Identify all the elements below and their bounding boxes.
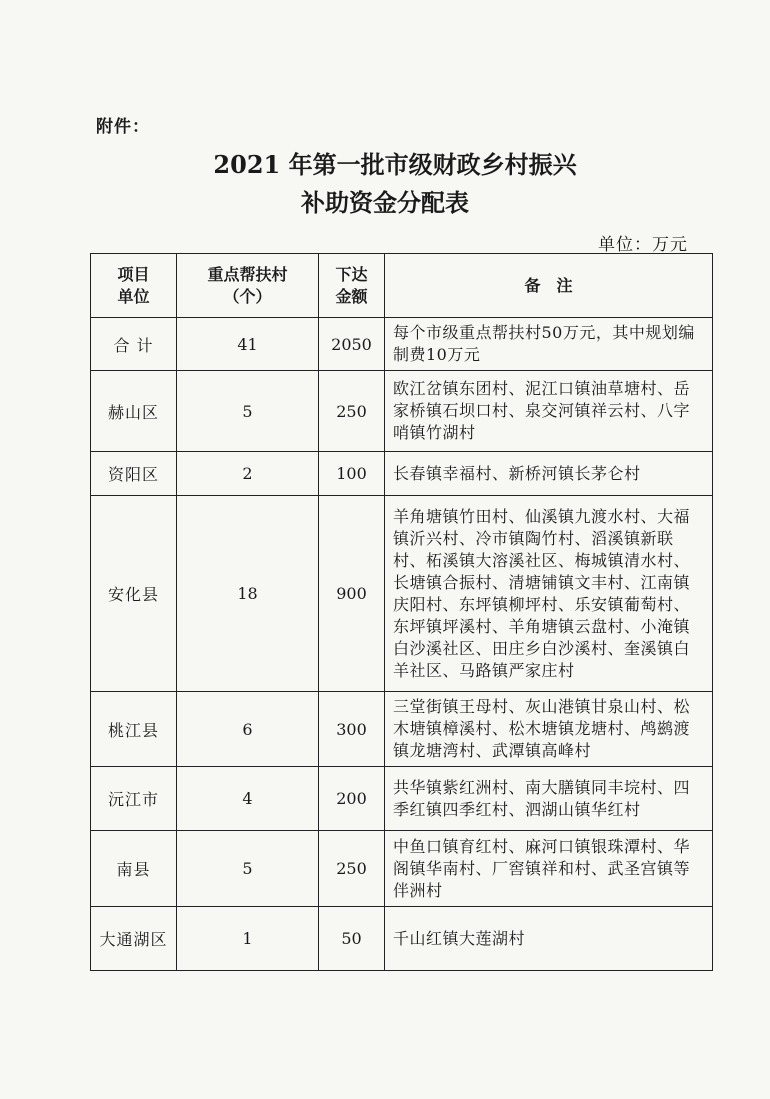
row-unit: 安化县 (91, 496, 177, 692)
row-villages: 5 (177, 831, 319, 907)
attachment-label: 附件： (96, 117, 150, 137)
row-note: 每个市级重点帮扶村50万元，其中规划编制费10万元 (385, 318, 713, 371)
table-row (91, 318, 713, 371)
row-villages: 5 (177, 371, 319, 452)
table-row (91, 907, 713, 971)
row-amount: 900 (319, 496, 385, 692)
header-unit: 项目 单位 (91, 254, 177, 318)
row-villages: 1 (177, 907, 319, 971)
row-amount: 250 (319, 371, 385, 452)
row-unit: 资阳区 (91, 452, 177, 496)
row-villages: 6 (177, 692, 319, 767)
row-villages: 4 (177, 767, 319, 831)
row-unit: 合 计 (91, 318, 177, 371)
row-amount: 200 (319, 767, 385, 831)
row-note: 千山红镇大莲湖村 (385, 907, 713, 971)
row-note: 羊角塘镇竹田村、仙溪镇九渡水村、大福镇沂兴村、冷市镇陶竹村、滔溪镇新联村、柘溪镇大溶溪社区、梅城镇清水村、长塘镇合振村、清塘铺镇文丰村、江南镇庆阳村、东坪镇柳坪村、乐安镇葡萄村、东坪镇坪溪村、羊角塘镇云盘村、小淹镇白沙溪社区、田庄乡白沙溪村、奎溪镇白羊社区、马路镇严家庄村 (385, 496, 713, 692)
row-villages: 2 (177, 452, 319, 496)
row-villages: 41 (177, 318, 319, 371)
row-note: 三堂街镇王母村、灰山港镇甘泉山村、松木塘镇樟溪村、松木塘镇龙塘村、鸬鹚渡镇龙塘湾村、武潭镇高峰村 (385, 692, 713, 767)
table-row (91, 767, 713, 831)
title-line-2: 补助资金分配表 (301, 188, 469, 217)
row-amount: 2050 (319, 318, 385, 371)
row-amount: 300 (319, 692, 385, 767)
unit-label: 单位：万元 (598, 235, 688, 255)
row-unit: 南县 (91, 831, 177, 907)
table-header-row (91, 254, 713, 318)
header-villages: 重点帮扶村 （个） (177, 254, 319, 318)
row-note: 共华镇紫红洲村、南大膳镇同丰垸村、四季红镇四季红村、泗湖山镇华红村 (385, 767, 713, 831)
row-note: 欧江岔镇东团村、泥江口镇油草塘村、岳家桥镇石坝口村、泉交河镇祥云村、八字哨镇竹湖村 (385, 371, 713, 452)
table-row (91, 496, 713, 692)
row-note: 长春镇幸福村、新桥河镇长茅仑村 (385, 452, 713, 496)
document-title (0, 146, 770, 222)
title-line-1: 2021 年第一批市级财政乡村振兴 (213, 150, 577, 179)
row-unit: 赫山区 (91, 371, 177, 452)
header-amount: 下达 金额 (319, 254, 385, 318)
table-row (91, 371, 713, 452)
row-amount: 100 (319, 452, 385, 496)
row-amount: 250 (319, 831, 385, 907)
allocation-table (90, 253, 713, 971)
row-unit: 大通湖区 (91, 907, 177, 971)
table-row (91, 692, 713, 767)
table-row (91, 452, 713, 496)
header-note: 备 注 (385, 254, 713, 318)
row-unit: 沅江市 (91, 767, 177, 831)
row-note: 中鱼口镇育红村、麻河口镇银珠潭村、华阁镇华南村、厂窖镇祥和村、武圣宫镇等伴洲村 (385, 831, 713, 907)
row-unit: 桃江县 (91, 692, 177, 767)
row-villages: 18 (177, 496, 319, 692)
row-amount: 50 (319, 907, 385, 971)
table-row (91, 831, 713, 907)
